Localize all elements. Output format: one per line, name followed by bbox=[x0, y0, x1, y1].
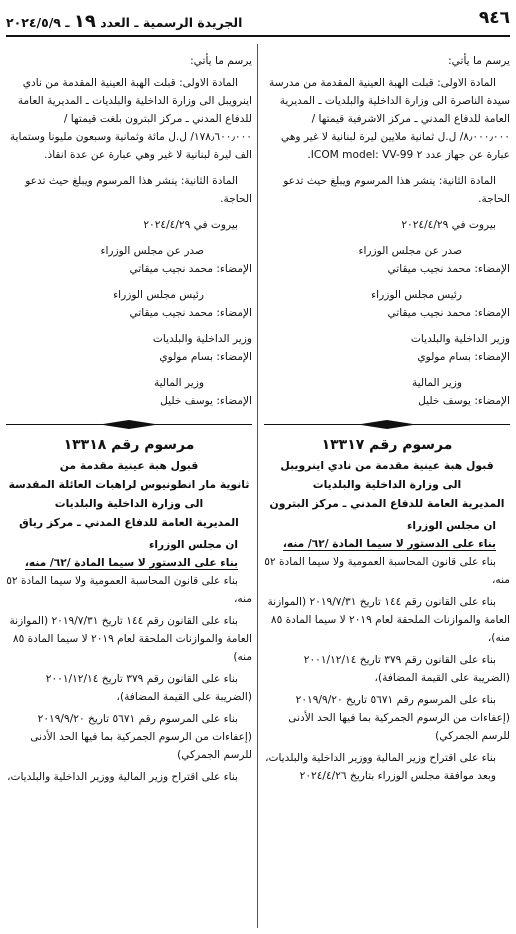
diamond-ornament-icon bbox=[358, 420, 416, 429]
interior-minister-title: وزير الداخلية والبلديات bbox=[410, 333, 510, 345]
decree-subtitle: الى وزارة الداخلية والبلديات bbox=[312, 478, 462, 491]
decree-subtitle: المديرية العامة للدفاع المدني ـ مركز البترون bbox=[269, 497, 505, 510]
issued-by: صدر عن مجلس الوزراء bbox=[358, 245, 462, 257]
preamble-item: بناء على قانون المحاسبة العمومية ولا سيما المادة ٥٢ منه، bbox=[6, 575, 252, 605]
section-divider bbox=[6, 420, 252, 430]
signature-finance: الإمضاء: يوسف خليل bbox=[160, 395, 252, 407]
article-1: المادة الاولى: قبلت الهبة العينية المقدمة من نادي اينرويبل الى وزارة الداخلية والبلديات ـ المديرية العامة للدفاع المدني ـ مركز البترون بلغت قيمتها /١٧٨٫٦٠٠٫٠٠٠/ ل.ل مائة وثمانية وسبعون مليونا وستماية الف ليرة لبنانية لا غير وهي عبارة عن عدة انقاذ. bbox=[9, 77, 252, 161]
date-line: بيروت في ٢٠٢٤/٤/٢٩ bbox=[143, 219, 238, 231]
issued-by: صدر عن مجلس الوزراء bbox=[100, 245, 204, 257]
pm-title: رئيس مجلس الوزراء bbox=[113, 289, 204, 301]
decree-subtitle: قبول هبة عينية مقدمة من bbox=[59, 459, 199, 472]
column-divider bbox=[257, 44, 258, 928]
preamble-item bbox=[264, 535, 510, 553]
preamble-constitution: بناء على الدستور لا سيما المادة /٦٢/ منه، bbox=[282, 538, 496, 550]
page-number: ٩٤٦ bbox=[478, 8, 510, 28]
decree-subtitle: المديرية العامة للدفاع المدني ـ مركز رياق bbox=[19, 516, 239, 529]
preamble-item: بناء على اقتراح وزير المالية ووزير الداخلية والبلديات، bbox=[265, 752, 496, 764]
preamble-item: بناء على المرسوم رقم ٥٦٧١ تاريخ ٢٠١٩/٩/٢٠ (إعفاءات من الرسوم الجمركية بما فيها الحد الأدنى للرسم الجمركي) bbox=[288, 694, 510, 742]
gazette-title-prefix: الجريدة الرسمية ـ العدد bbox=[100, 15, 243, 30]
decree-title: مرسوم رقم ١٣٣١٨ bbox=[63, 437, 195, 453]
interior-minister-title: وزير الداخلية والبلديات bbox=[152, 333, 252, 345]
preamble-item bbox=[6, 554, 252, 572]
signature-interior: الإمضاء: بسام مولوي bbox=[417, 351, 510, 363]
gazette-title bbox=[6, 11, 242, 32]
preamble-item: بناء على القانون رقم ٣٧٩ تاريخ ٢٠٠١/١٢/١٤ (الضريبة على القيمة المضافة)، bbox=[303, 654, 510, 684]
issue-date: ـ ٢٠٢٤/٥/٩ bbox=[6, 15, 70, 30]
pm-title: رئيس مجلس الوزراء bbox=[371, 289, 462, 301]
decree-title: مرسوم رقم ١٣٣١٧ bbox=[321, 437, 453, 453]
signature-interior: الإمضاء: بسام مولوي bbox=[159, 351, 252, 363]
council-heading: ان مجلس الوزراء bbox=[148, 539, 238, 551]
decree-subtitle: ثانوية مار انطونيوس لراهبات العائلة المقدسة bbox=[8, 478, 250, 491]
article-1: المادة الاولى: قبلت الهبة العينية المقدمة من مدرسة سيدة الناصرة الى وزارة الداخلية والبلديات ـ المديرية العامة للدفاع المدني ـ مركز الاشرفية قيمتها /٨٫٠٠٠٫٠٠٠/ ل.ل ثمانية ملايين ليرة لبنانية لا غير وهي عبارة عن جهاز عدد ٢ ICOM model: VV-99. bbox=[269, 77, 510, 161]
decree-subtitle: الى وزارة الداخلية والبلديات bbox=[54, 497, 204, 510]
header-rule bbox=[6, 35, 510, 37]
left-column bbox=[6, 52, 252, 786]
signature-pm: الإمضاء: محمد نجيب ميقاتي bbox=[387, 263, 510, 275]
preamble-item: بناء على القانون رقم ١٤٤ تاريخ ٢٠١٩/٧/٣١ (الموازنة العامة والموازنات الملحقة لعام ٢٠١٩ لا سيما المادة ٨٥ منه)، bbox=[267, 596, 510, 644]
article-2: المادة الثانية: ينشر هذا المرسوم ويبلغ حيث تدعو الحاجة. bbox=[25, 175, 252, 205]
decree-subtitle: قبول هبة عينية مقدمة من نادي اينرويبل bbox=[280, 459, 494, 472]
date-line: بيروت في ٢٠٢٤/٤/٢٩ bbox=[401, 219, 496, 231]
signature-pm: الإمضاء: محمد نجيب ميقاتي bbox=[129, 263, 252, 275]
preamble-item: بناء على اقتراح وزير المالية ووزير الداخلية والبلديات، bbox=[7, 771, 238, 783]
diamond-ornament-icon bbox=[100, 420, 158, 429]
issue-number: ١٩ bbox=[73, 11, 96, 32]
finance-minister-title: وزير المالية bbox=[411, 377, 462, 389]
signature-pm-2: الإمضاء: محمد نجيب ميقاتي bbox=[387, 307, 510, 319]
preamble-item: بناء على القانون رقم ٣٧٩ تاريخ ٢٠٠١/١٢/١٤ (الضريبة على القيمة المضافة)، bbox=[45, 673, 252, 703]
decree-intro: يرسم ما يأتي: bbox=[448, 55, 510, 67]
decree-intro: يرسم ما يأتي: bbox=[190, 55, 252, 67]
right-column bbox=[264, 52, 510, 785]
preamble-item: وبعد موافقة مجلس الوزراء بتاريخ ٢٠٢٤/٤/٢٦ bbox=[299, 770, 496, 782]
signature-pm-2: الإمضاء: محمد نجيب ميقاتي bbox=[129, 307, 252, 319]
preamble-item: بناء على القانون رقم ١٤٤ تاريخ ٢٠١٩/٧/٣١ (الموازنة العامة والموازنات الملحقة لعام ٢٠١٩ لا سيما المادة ٨٥ منه) bbox=[9, 615, 252, 663]
preamble-item: بناء على المرسوم رقم ٥٦٧١ تاريخ ٢٠١٩/٩/٢٠ (إعفاءات من الرسوم الجمركية بما فيها الحد الأدنى للرسم الجمركي) bbox=[30, 713, 252, 761]
signature-finance: الإمضاء: يوسف خليل bbox=[418, 395, 510, 407]
preamble-constitution: بناء على الدستور لا سيما المادة /٦٢/ منه، bbox=[24, 557, 238, 569]
preamble-item: بناء على قانون المحاسبة العمومية ولا سيما المادة ٥٢ منه، bbox=[264, 556, 510, 586]
page-header bbox=[6, 8, 510, 34]
section-divider bbox=[264, 420, 510, 430]
council-heading: ان مجلس الوزراء bbox=[406, 520, 496, 532]
finance-minister-title: وزير المالية bbox=[153, 377, 204, 389]
article-2: المادة الثانية: ينشر هذا المرسوم ويبلغ حيث تدعو الحاجة. bbox=[283, 175, 510, 205]
